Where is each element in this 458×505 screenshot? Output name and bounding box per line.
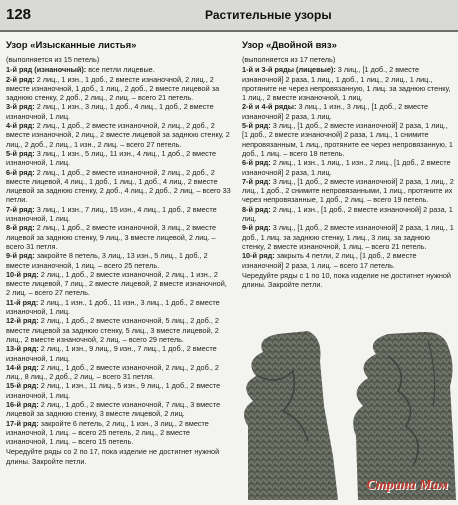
pattern-row <box>242 205 454 224</box>
knitted-sample-photo <box>238 316 458 500</box>
row-text: 2 лиц., 1 изн., 3 лиц., 1 доб., 4 лиц., 1 доб., 2 вместе изнаночной, 1 лиц. <box>6 102 214 121</box>
row-text: 2 лиц., 1 доб., 2 вместе изнаночной, 2 лиц., 2 доб., 2 вместе лицевой, 4 лиц., 1 доб., 1 лиц., 1 доб., 4 лиц., 2 вместе лицевой за заднюю стенку, 2 доб., 4 лиц., 2 доб., 2 лиц. – всего 33 петли. <box>6 167 231 205</box>
left-rows <box>6 65 231 446</box>
row-text: 2 лиц., 1 изн., 1 лиц., 1 изн., 2 лиц., [1 доб., 2 вместе изнаночной] 2 раза, 1 лиц. <box>242 158 451 177</box>
row-label: 2-й и 4-й ряды: <box>242 102 297 112</box>
row-text: 3 лиц., [1 доб., 2 вместе изнаночной] 2 раза, 1 лиц., 1 доб., 1 лиц., 2 лиц., 1 лиц., протяните не через непровязанную, 1 лиц. за заднюю стенку, 1 лиц., 2 вместе изнаночной, 1 лиц. <box>242 65 451 103</box>
row-text: 3 лиц., [1 доб., 2 вместе изнаночной] 2 раза, 1 лиц., 2 лиц., 1 доб., 2 снимите непровязанными, 1 лиц., протяните их через непровязанные, 1 доб., 2 лиц. – всего 19 петель. <box>242 176 454 205</box>
pattern-row <box>6 102 231 121</box>
row-text: 2 лиц., 1 доб., 2 вместе изнаночной, 2 лиц., 2 доб., 2 вместе изнаночной, 2 лиц., 2 вместе лицевой за заднюю стенку, 2 лиц., 2 доб., 2 лиц., 1 изн., 2 лиц. – всего 27 петель. <box>6 121 230 149</box>
right-rows <box>242 65 454 270</box>
pattern-row <box>6 400 231 419</box>
pattern-row <box>6 223 231 251</box>
pattern-row <box>6 65 231 74</box>
pattern-row <box>6 251 231 270</box>
row-text: закройте 6 петель, 2 лиц., 1 изн., 3 лиц., 2 вместе изнаночной, 1 лиц. – всего 25 петель, 2 лиц., 2 вместе изнаночной, 1 лиц. – всего 15 петель. <box>6 418 209 447</box>
row-label: 9-й ряд: <box>242 223 271 233</box>
row-text: 2 лиц., 1 доб., 2 вместе изнаночной, 2 лиц., 1 изн., 2 вместе лицевой, 7 лиц., 2 вместе лицевой, 2 вместе изнаночной, 2 лиц. – всего 27 петель. <box>6 269 227 298</box>
row-text: 3 лиц., [1 доб., 2 вместе изнаночной] 2 раза, 1 лиц., [1 доб., 2 вместе изнаночной] 2 раза, 1 лиц., 1 снимите непровязанным, 1 лиц., протяните ее через непровязанную, 1 доб., 1 лиц. – всего 18 петель. <box>242 121 453 158</box>
site-watermark: Страна Мам <box>366 478 448 493</box>
section-title: Растительные узоры <box>205 8 332 22</box>
pattern-intro-left: (выполняется из 15 петель) <box>6 55 100 64</box>
pattern-row <box>6 149 231 168</box>
pattern-row <box>6 75 231 103</box>
row-text: 2 лиц., 1 изн., 9 лиц., 9 изн., 7 лиц., 1 доб., 2 вместе изнаночной, 1 лиц. <box>6 344 217 363</box>
row-label: 5-й ряд: <box>242 121 271 131</box>
page-header <box>0 0 458 30</box>
pattern-row <box>6 298 231 317</box>
row-label: 7-й ряд: <box>6 204 35 214</box>
row-label: 1-й ряд (изнаночный): <box>6 65 87 75</box>
row-label: 5-й ряд: <box>6 148 35 158</box>
row-label: 10-й ряд: <box>6 269 39 279</box>
pattern-row <box>242 251 454 270</box>
row-label: 3-й ряд: <box>6 102 35 112</box>
pattern-row <box>242 177 454 205</box>
row-text: 3 лиц., 1 изн., 3 лиц., [1 доб., 2 вместе изнаночной] 2 раза, 1 лиц. <box>242 102 429 121</box>
row-text: 2 лиц., 1 изн., 1 доб., 2 вместе изнаночной, 2 лиц., 2 вместе изнаночной, 1 доб., 1 лиц., 2 доб., 2 вместе лицевой за заднюю стенку, 2 доб., 2 лиц., 2 лиц. – всего 21 петель. <box>6 74 220 103</box>
left-closing: Чередуйте ряды со 2 по 17, пока изделие не достигнет нужной длины. Закройте петли. <box>6 447 220 466</box>
pattern-row <box>242 102 454 121</box>
pattern-row <box>6 121 231 149</box>
pattern-title-left: Узор «Изысканные листья» <box>6 40 137 51</box>
row-text: 2 лиц., 1 доб., 2 вместе изнаночной, 2 лиц., 2 доб., 2 лиц., 8 лиц., 2 доб., 2 лиц. – всего 31 петля. <box>6 362 219 382</box>
row-text: 2 лиц., 1 доб., 2 вместе изнаночной, 3 лиц., 2 вместе лицевой за заднюю стенку, 9 лиц., 3 вместе лицевой, 2 лиц. – всего 31 петля. <box>6 223 217 251</box>
pattern-title-right: Узор «Двойной вяз» <box>242 40 337 51</box>
header-divider <box>0 30 458 32</box>
pattern-row <box>6 270 231 298</box>
row-text: 2 лиц., 1 изн., 1 доб., 11 изн., 3 лиц., 1 доб., 2 вместе изнаночной, 1 лиц. <box>6 297 220 317</box>
row-label: 6-й ряд: <box>6 167 35 177</box>
row-text: закройте 8 петель, 3 лиц., 13 изн., 5 лиц., 1 доб., 2 вместе изнаночной, 1 лиц. – всего 25 петель. <box>6 251 208 270</box>
row-label: 7-й ряд: <box>242 176 271 186</box>
pattern-row <box>6 316 231 344</box>
row-label: 14-й ряд: <box>6 362 39 372</box>
knitted-fabric-image <box>238 316 458 500</box>
pattern-row <box>6 168 231 205</box>
row-text: закрыть 4 петли, 2 лиц., [1 доб., 2 вместе изнаночной] 2 раза, 1 лиц. – всего 17 петель. <box>242 251 417 270</box>
row-text: 3 лиц., [1 доб., 2 вместе изнаночной] 2 раза, 1 лиц., 1 доб., 1 лиц. за заднюю стенку, 1 лиц., 3 лиц. за заднюю стенку, 2 вместе изнаночной, 1 лиц. – всего 21 петель. <box>242 223 454 251</box>
row-label: 1-й и 3-й ряды (лицевые): <box>242 65 336 75</box>
pattern-row <box>242 223 454 251</box>
row-label: 8-й ряд: <box>6 223 35 233</box>
row-label: 11-й ряд: <box>6 297 39 307</box>
row-label: 4-й ряд: <box>6 121 35 131</box>
right-pattern-column <box>242 40 454 289</box>
row-text: 2 лиц., 1 доб., 2 вместе изнаночной, 7 лиц., 3 вместе лицевой за заднюю стенку, 3 вместе лицевой, 2 лиц. <box>6 399 221 419</box>
pattern-row <box>242 65 454 102</box>
row-label: 16-й ряд: <box>6 399 39 409</box>
pattern-row <box>6 363 231 382</box>
row-text: 3 лиц., 1 изн., 7 лиц., 15 изн., 4 лиц., 1 доб., 2 вместе изнаночной, 1 лиц. <box>6 204 217 224</box>
page-number: 128 <box>6 6 32 23</box>
row-text: 2 лиц., 1 изн., 11 лиц., 5 изн., 9 лиц., 1 доб., 2 вместе изнаночной, 1 лиц. <box>6 381 221 400</box>
pattern-row <box>242 121 454 158</box>
left-pattern-column <box>6 40 231 466</box>
row-text: все петли лицевые. <box>88 65 155 75</box>
pattern-row <box>6 205 231 224</box>
row-label: 13-й ряд: <box>6 344 39 354</box>
row-text: 2 лиц., 1 изн., [1 доб., 2 вместе изнаночной] 2 раза, 1 лиц. <box>242 204 453 224</box>
right-closing: Чередуйте ряды с 1 по 10, пока изделие не достигнет нужной длины. Закройте петли. <box>242 270 452 290</box>
pattern-row <box>6 344 231 363</box>
row-label: 8-й ряд: <box>242 204 271 214</box>
pattern-row <box>6 381 231 400</box>
row-label: 12-й ряд: <box>6 316 39 326</box>
row-label: 17-й ряд: <box>6 418 39 428</box>
pattern-row <box>242 158 454 177</box>
row-label: 6-й ряд: <box>242 158 271 168</box>
row-label: 15-й ряд: <box>6 381 39 391</box>
pattern-row <box>6 419 231 447</box>
row-label: 2-й ряд: <box>6 74 35 84</box>
row-text: 2 лиц., 1 доб., 2 вместе изнаночной, 5 лиц., 2 доб., 2 вместе лицевой за заднюю стенку, 5 лиц., 3 вместе лицевой, 2 лиц., 2 вместе изнаночной, 2 лиц. – всего 29 петель. <box>6 316 219 344</box>
pattern-intro-right: (выполняется из 17 петель) <box>242 55 336 64</box>
row-text: 3 лиц., 1 изн., 5 лиц., 11 изн., 4 лиц., 1 доб., 2 вместе изнаночной, 1 лиц. <box>6 148 217 168</box>
row-label: 10-й ряд: <box>242 251 275 261</box>
row-label: 9-й ряд: <box>6 251 35 261</box>
